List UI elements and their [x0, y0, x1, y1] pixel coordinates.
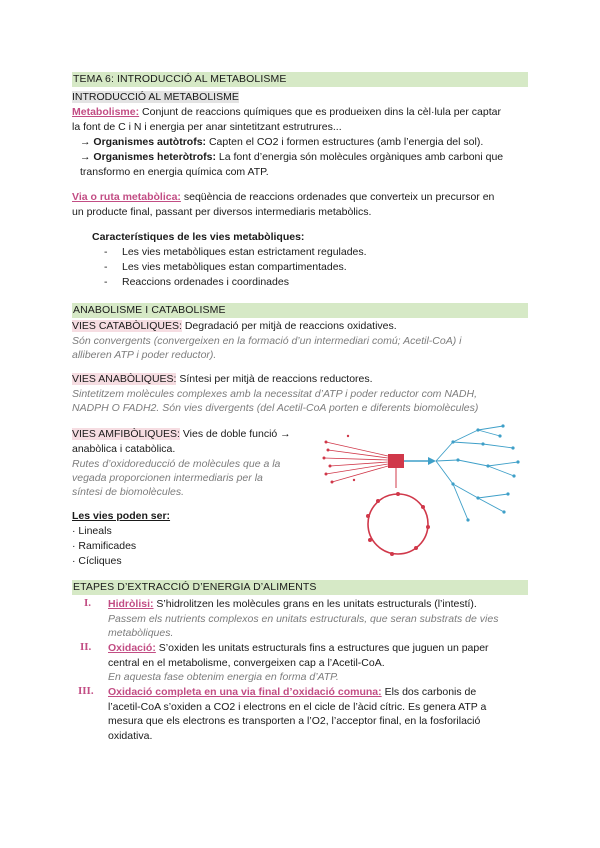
hub-arrow-head — [428, 457, 436, 465]
intro-heading: INTRODUCCIÓ AL METABOLISME — [72, 91, 239, 103]
tema-title-band — [72, 72, 528, 87]
etapes-heading: ETAPES D’EXTRACCIÓ D’ENERGIA D’ALIMENTS — [73, 581, 317, 593]
list-item: - Reaccions ordenades i coordinades — [104, 276, 289, 288]
metabolisme-line1: Metabolisme: Conjunt de reaccions químiques que es produeixen dins la cèl·lula per captar — [72, 106, 501, 118]
metabolisme-line2: la font de C i N i energia per anar sintetitzant estrutrures... — [72, 121, 342, 133]
catabol-line: VIES CATABÒLIQUES: Degradació per mitjà de reaccions oxidatives. — [72, 320, 397, 332]
etapa-1-number: I. — [84, 597, 92, 609]
vies-poden-heading: Les vies poden ser: — [72, 510, 171, 522]
list-item: · Lineals — [72, 525, 112, 537]
product-dots — [451, 424, 519, 521]
etapa-1-italic2: metabòliques. — [108, 627, 174, 639]
etapa-3-number: III. — [78, 685, 94, 697]
heterotrofs-line1: → Organismes heteròtrofs: La font d’energia són molècules orgàniques amb carboni que — [80, 151, 504, 163]
etapa-2-italic: En aquesta fase obtenim energia en forma d’ATP. — [108, 671, 339, 683]
etapa-3-paragraph: Oxidació completa en una via final d’oxidació comuna: Els dos carbonis de l’acetil-CoA s’oxiden a CO2 i electrons en el cicle de l’àcid cítric. Es genera ATP a mesura que els electrons es transporten a l’O2, l’acceptor final, en la fosforilació oxidativa. — [108, 686, 487, 742]
list-item: - Les vies metabòliques estan compartimentades. — [104, 261, 347, 273]
diverging-lines — [436, 426, 518, 520]
list-item: - Les vies metabòliques estan estrictament regulades. — [104, 246, 367, 258]
citric-acid-cycle — [368, 494, 428, 554]
etapa-2-number: II. — [80, 641, 92, 653]
list-item: · Ramificades — [72, 540, 137, 552]
heterotrofs-line2: transformo en energia química com ATP. — [80, 166, 269, 178]
etapa-1-italic1: Passem els nutrients complexos en unitats estructurals, que seran substrats de vies — [108, 613, 499, 625]
tema-title: TEMA 6: INTRODUCCIÓ AL METABOLISME — [73, 73, 287, 85]
anabol-italic: Sintetitzem molècules complexes amb la necessitat d’ATP i poder reductor com NADH, NADPH O FADH2. Són vies divergents (del Acetil-CoA porten e diferents biomolècules) — [72, 388, 479, 414]
acetyl-coa-hub — [388, 454, 404, 468]
cycle-nodes — [366, 492, 430, 556]
anabolisme-band — [72, 303, 528, 318]
via-line1: Via o ruta metabòlica: seqüència de reaccions ordenades que converteix un precursor en — [72, 191, 495, 203]
anabol-line: VIES ANABÒLIQUES: Síntesi per mitjà de reaccions reductores. — [72, 373, 373, 385]
via-line2: un producte final, passant per diversos intermediaris metabòlics. — [72, 206, 372, 218]
caracteristiques-heading: Característiques de les vies metabòliques: — [92, 231, 305, 243]
catabol-italic: Són convergents (convergeixen en la formació d’un intermediari comú; Acetil-CoA) i alliberen ATP i poder reductor). — [72, 335, 462, 361]
metabolic-pathway-diagram — [318, 422, 528, 562]
etapa-2-line1: Oxidació: S’oxiden les unitats estructurals fins a estructures que juguen un paper — [108, 642, 489, 654]
amfibol-italic: Rutes d’oxidoreducció de molècules que a la vegada proporcionen intermediaris per la síntesi de biomolècules. — [72, 458, 281, 498]
etapa-1-line: Hidròlisi: S’hidrolitzen les molècules grans en les unitats estructurals (l’intestí). — [108, 598, 477, 610]
amfibol-line1: VIES AMFIBÒLIQUES: Vies de doble funció → — [72, 428, 291, 440]
autotrofs-line: → Organismes autòtrofs: Capten el CO2 i formen estructures (amb l’energia del sol). — [80, 136, 484, 148]
etapa-2-line2: central en el metabolisme, convergeixen cap a l’Acetil-CoA. — [108, 657, 385, 669]
etapes-band — [72, 580, 528, 595]
list-item: · Cícliques — [72, 555, 122, 567]
amfibol-line2: anabòlica i catabòlica. — [72, 443, 176, 455]
anabolisme-heading: ANABOLISME I CATABOLISME — [73, 304, 226, 316]
converging-lines — [324, 442, 388, 482]
